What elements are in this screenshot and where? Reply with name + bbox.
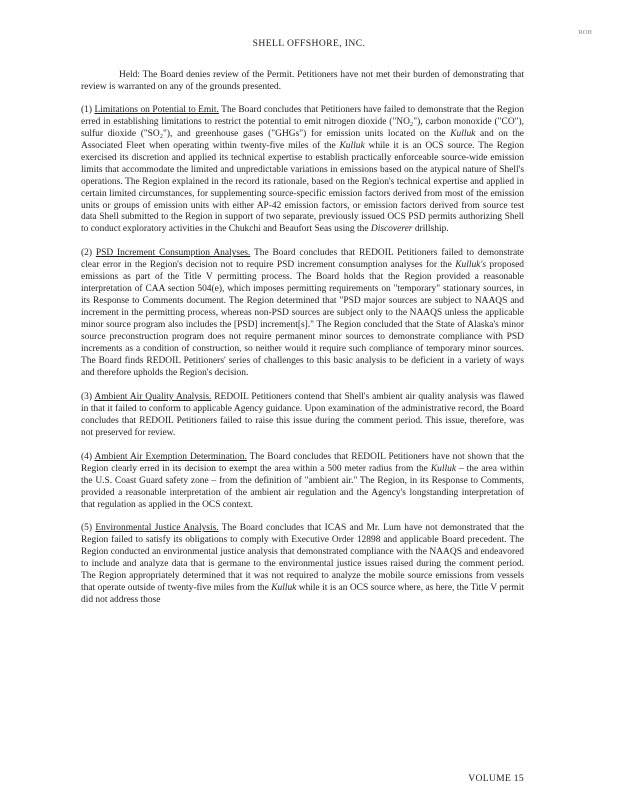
paragraph-number: (3) bbox=[81, 391, 95, 402]
vessel-name: Kulluk bbox=[339, 140, 365, 151]
paragraph-number: (5) bbox=[81, 523, 96, 534]
vessel-name: Kulluk bbox=[271, 583, 297, 594]
paragraph-heading: PSD Increment Consumption Analyses. bbox=[95, 248, 251, 259]
running-head: SHELL OFFSHORE, INC. bbox=[252, 38, 366, 49]
text-segment: The Board concludes that REDOIL Petitioners have not shown that the Region clearly erred in its decision to exempt the area within a 500 meter radius from the bbox=[81, 451, 524, 474]
corner-mark: ROH bbox=[578, 30, 592, 36]
paragraph-ambient-air-exemption bbox=[81, 452, 524, 512]
paragraph-ambient-air-quality bbox=[81, 392, 524, 440]
paragraph-number: (4) bbox=[81, 451, 95, 462]
text-segment: REDOIL Petitioners contend that Shell's ambient air quality analysis was flawed in that it failed to conform to applicable Agency guidance. Upon examination of the administrative record, the Board concludes that REDOIL Petitioners failed to raise this issue during the comment period. This issue, therefore, was not preserved for review. bbox=[81, 391, 524, 438]
paragraph-potential-to-emit bbox=[81, 105, 524, 236]
paragraph-heading: Ambient Air Quality Analysis. bbox=[94, 391, 212, 402]
text-segment: proposed emissions as part of the Title V permitting process. The Board holds that the Region provided a reasonable interpretation of CAA section 504(e), which imposes permitting requirements on "temporary" stationary sources, in its Response to Comments document. The Region determined that "PSD major sources are subject to NAAQS and increment in the permitting process, whereas non-PSD sources are subject only to the NAAQS unless the applicable minor source program also includes the [PSD] increment[s]." The Region concluded that the State of Alaska's minor source preconstruction program does not require permanent minor sources to demonstrate compliance with PSD increments as a condition of construction, so neither would it require such compliance of temporary minor sources. The Board finds REDOIL Petitioners' series of challenges to this basic analysis to be deficient in a variety of ways and therefore upholds the Region's decision. bbox=[81, 260, 524, 378]
body-text bbox=[81, 70, 524, 619]
held-paragraph: Held: The Board denies review of the Permit. Petitioners have not met their burden of demonstrating that review is warranted on any of the grounds presented. bbox=[81, 70, 524, 92]
paragraph-heading: Environmental Justice Analysis. bbox=[95, 523, 219, 534]
text-segment: drillship. bbox=[412, 224, 449, 235]
vessel-name: Kulluk bbox=[450, 128, 476, 139]
volume-footer: VOLUME 15 bbox=[468, 773, 524, 784]
paragraph-number: (2) bbox=[81, 248, 96, 259]
paragraph-environmental-justice bbox=[81, 523, 524, 607]
vessel-name: Kulluk's bbox=[455, 260, 487, 271]
text-segment: The Board concludes that Petitioners have failed to demonstrate that the Region erred in establishing limitations to restrict the potential to emit nitrogen dioxide ("NO₂"), carbon monoxide ("CO"), sulfur dioxide ("SO₂"), and greenhouse gases ("GHGs") for emission units located on the bbox=[81, 104, 524, 139]
text-segment: while it is an OCS source. The Region exercised its discretion and applied its technical expertise to establish practically enforceable source-wide emission limits that accommodate the limited and unpredictable variations in emissions based on the atypical nature of Shell's operations. The Region explained in the record its rationale, based on the Region's technical expertise and applied in certain limited circumstances, for supplementing source-specific emission factors derived from most of the emission units or groups of emission units with either AP-42 emission factors, or emission factors derived from source test data Shell submitted to the Region in support of two separate, previously issued OCS PSD permits authorizing Shell to conduct exploratory activities in the Chukchi and Beaufort Seas using the bbox=[81, 140, 524, 235]
paragraph-heading: Ambient Air Exemption Determination. bbox=[94, 451, 247, 462]
vessel-name: Discoverer bbox=[370, 224, 413, 235]
paragraph-psd-increment bbox=[81, 248, 524, 379]
paragraph-number: (1) bbox=[81, 104, 95, 115]
paragraph-heading: Limitations on Potential to Emit. bbox=[94, 104, 219, 115]
vessel-name: Kulluk bbox=[430, 463, 457, 474]
text-segment: while it is an OCS source where, as here, the Title V permit did not address those bbox=[81, 583, 524, 606]
text-segment: and on the Associated Fleet when operating within twenty-five miles of the bbox=[81, 128, 524, 151]
text-segment: The Board concludes that ICAS and Mr. Lum have not demonstrated that the Region failed to satisfy its obligations to comply with Executive Order 12898 and applicable Board precedent. The Region conducted an environmental justice analysis that demonstrated compliance with the NAAQS and endeavored to include and analyze data that is germane to the environmental justice issues raised during the comment period. The Region appropriately determined that it was not required to analyze the mobile source emissions from vessels that operate outside of twenty-five miles from the bbox=[81, 523, 524, 594]
text-segment: The Board concludes that REDOIL Petitioners failed to demonstrate clear error in the Region's decision not to require PSD increment consumption analyses for the bbox=[81, 248, 524, 271]
text-segment: – the area within the U.S. Coast Guard safety zone – from the definition of "ambient air." The Region, in its Response to Comments, provided a reasonable interpretation of the ambient air regulation and the Agency's longstanding interpretation of that regulation as applied in the OCS context. bbox=[81, 463, 524, 510]
